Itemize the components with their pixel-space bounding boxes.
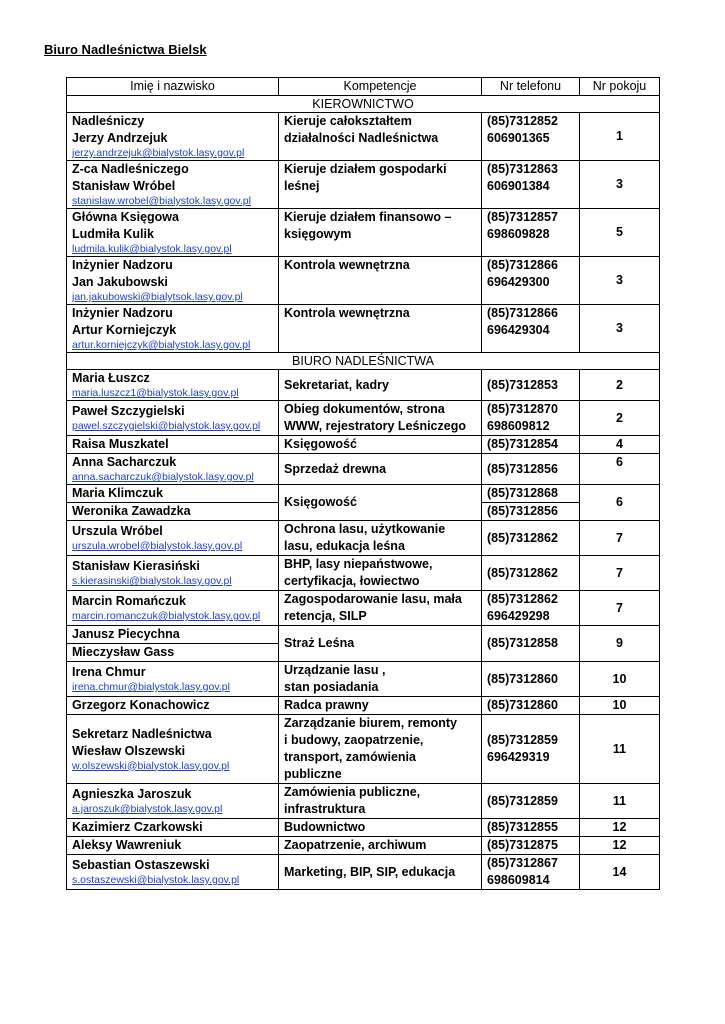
name-cell [67, 837, 279, 855]
competences-cell [279, 401, 482, 436]
header-row [67, 78, 660, 96]
competence-line: retencja, SILP [284, 609, 367, 623]
table-row [67, 436, 660, 454]
table-row [67, 591, 660, 626]
phone-cell [482, 715, 580, 784]
competence-line: Kontrola wewnętrzna [284, 306, 410, 320]
name-cell [67, 161, 279, 209]
room-cell: 7 [580, 556, 660, 591]
phone-number: 696429304 [487, 323, 550, 337]
room-cell: 3 [580, 305, 660, 353]
name-cell [67, 855, 279, 890]
table-row [67, 485, 660, 503]
phone-number: (85)7312862 [487, 530, 558, 545]
table-row [67, 113, 660, 161]
email-link[interactable]: ludmila.kulik@bialystok.lasy.gov.pl [72, 243, 232, 255]
room-cell: 9 [580, 626, 660, 662]
room-cell: 11 [580, 715, 660, 784]
header-competences: Kompetencje [279, 78, 482, 96]
person-line: Weronika Zawadzka [72, 504, 191, 518]
competence-line: WWW, rejestratory Leśniczego [284, 419, 466, 433]
name-cell [67, 454, 279, 485]
competence-line: i budowy, zaopatrzenie, [284, 733, 424, 747]
phone-number: (85)7312854 [487, 437, 558, 451]
phone-number: (85)7312875 [487, 838, 558, 852]
table-row [67, 257, 660, 305]
person-line: Wiesław Olszewski [72, 743, 186, 758]
person-line: Kazimierz Czarkowski [72, 820, 203, 834]
table-row [67, 819, 660, 837]
person-line: Marcin Romańczuk [72, 594, 186, 608]
competence-line: Budownictwo [284, 820, 366, 834]
phone-cell [482, 454, 580, 485]
name-cell [67, 644, 279, 662]
name-cell [67, 503, 279, 521]
phone-cell [482, 485, 580, 503]
competences-cell [279, 855, 482, 890]
phone-number: 696429300 [487, 275, 550, 289]
competence-line: publiczne [284, 767, 342, 781]
name-cell [67, 819, 279, 837]
table-row [67, 855, 660, 890]
table-row [67, 161, 660, 209]
phone-cell [482, 556, 580, 591]
competences-cell [279, 113, 482, 161]
person-line: Jerzy Andrzejuk [72, 131, 168, 145]
person-line: Ludmiła Kulik [72, 227, 154, 241]
phone-cell [482, 626, 580, 662]
email-link[interactable]: s.kierasinski@bialystok.lasy.gov.pl [72, 575, 232, 587]
room-cell: 12 [580, 837, 660, 855]
phone-number: (85)7312857 [487, 210, 558, 224]
competence-line: Kieruje działem finansowo – [284, 210, 452, 224]
person-line: Urszula Wróbel [72, 524, 163, 538]
document-title: Biuro Nadleśnictwa Bielsk [44, 42, 207, 57]
phone-cell [482, 113, 580, 161]
name-cell [67, 113, 279, 161]
room-cell: 2 [580, 370, 660, 401]
competences-cell [279, 662, 482, 697]
competence-line: Kontrola wewnętrzna [284, 258, 410, 272]
competence-line: Urządzanie lasu , [284, 663, 386, 677]
room-cell: 6 [580, 485, 660, 521]
competences-cell [279, 556, 482, 591]
competence-line: leśnej [284, 179, 320, 193]
person-line: Grzegorz Konachowicz [72, 698, 210, 712]
table-body [67, 96, 660, 890]
table-row [67, 454, 660, 485]
competence-line: Ochrona lasu, użytkowanie [284, 522, 446, 536]
person-line: Inżynier Nadzoru [72, 258, 173, 272]
competences-cell [279, 697, 482, 715]
table-row [67, 305, 660, 353]
person-line: Sekretarz Nadleśnictwa [72, 726, 212, 741]
person-line: Stanisław Wróbel [72, 179, 176, 193]
table-row [67, 209, 660, 257]
room-cell: 7 [580, 521, 660, 556]
name-cell [67, 591, 279, 626]
name-cell [67, 697, 279, 715]
phone-number: (85)7312863 [487, 162, 558, 176]
room-cell: 7 [580, 591, 660, 626]
email-link[interactable]: anna.sacharczuk@bialystok.lasy.gov.pl [72, 471, 254, 483]
phone-number: (85)7312860 [487, 698, 558, 712]
phone-cell [482, 662, 580, 697]
person-line: Artur Korniejczyk [72, 323, 177, 337]
email-link[interactable]: pawel.szczygielski@bialystok.lasy.gov.pl [72, 420, 261, 432]
competences-cell [279, 784, 482, 819]
room-cell: 14 [580, 855, 660, 890]
competence-line: Zarządzanie biurem, remonty [284, 716, 457, 730]
person-line: Stanisław Kierasiński [72, 559, 200, 573]
person-line: Główna Księgowa [72, 210, 179, 224]
competence-line: Sekretariat, kadry [284, 377, 389, 392]
email-link[interactable]: marcin.romanczuk@bialystok.lasy.gov.pl [72, 610, 261, 622]
phone-number: (85)7312862 [487, 592, 558, 606]
person-line: Maria Klimczuk [72, 486, 164, 500]
phone-number: (85)7312866 [487, 258, 558, 272]
phone-cell [482, 401, 580, 436]
staff-table [66, 77, 660, 890]
name-cell [67, 401, 279, 436]
phone-number: (85)7312870 [487, 402, 558, 416]
competence-line: Sprzedaż drewna [284, 461, 387, 476]
table-row [67, 626, 660, 644]
name-cell [67, 257, 279, 305]
phone-number: (85)7312856 [487, 504, 558, 518]
competences-cell [279, 591, 482, 626]
room-cell: 12 [580, 819, 660, 837]
room-cell: 2 [580, 401, 660, 436]
phone-cell [482, 591, 580, 626]
phone-cell [482, 436, 580, 454]
name-cell [67, 305, 279, 353]
table-row [67, 401, 660, 436]
competences-cell [279, 626, 482, 662]
competence-line: Radca prawny [284, 698, 369, 712]
email-link[interactable]: jerzy.andrzejuk@bialystok.lasy.gov.pl [72, 147, 245, 159]
room-cell: 3 [580, 257, 660, 305]
phone-number: 698609828 [487, 227, 550, 241]
email-link[interactable]: a.jaroszuk@bialystok.lasy.gov.pl [72, 803, 223, 815]
email-link[interactable]: urszula.wrobel@bialystok.lasy.gov.pl [72, 540, 243, 552]
person-line: Sebastian Ostaszewski [72, 858, 210, 872]
name-cell [67, 370, 279, 401]
header-room: Nr pokoju [580, 78, 660, 96]
phone-cell [482, 784, 580, 819]
person-line: Aleksy Wawreniuk [72, 838, 182, 852]
person-line: Maria Łuszcz [72, 371, 150, 385]
name-cell [67, 662, 279, 697]
phone-cell [482, 819, 580, 837]
person-line: Inżynier Nadzoru [72, 306, 173, 320]
competences-cell [279, 161, 482, 209]
phone-number: (85)7312859 [487, 733, 558, 747]
phone-number: (85)7312868 [487, 486, 558, 500]
phone-cell [482, 209, 580, 257]
competences-cell [279, 454, 482, 485]
name-cell [67, 784, 279, 819]
phone-number: (85)7312853 [487, 377, 558, 392]
header-phone: Nr telefonu [482, 78, 580, 96]
phone-cell [482, 503, 580, 521]
competence-line: transport, zamówienia [284, 750, 416, 764]
phone-number: (85)7312860 [487, 671, 558, 686]
phone-number: 606901384 [487, 179, 550, 193]
phone-cell [482, 161, 580, 209]
name-cell [67, 485, 279, 503]
table-row [67, 370, 660, 401]
table-row [67, 697, 660, 715]
phone-cell [482, 521, 580, 556]
person-line: Nadleśniczy [72, 114, 145, 128]
email-link[interactable]: s.ostaszewski@bialystok.lasy.gov.pl [72, 874, 240, 886]
section-title: BIURO NADLEŚNICTWA [67, 353, 660, 370]
phone-number: (85)7312859 [487, 793, 558, 808]
competence-line: infrastruktura [284, 802, 366, 816]
email-link[interactable]: maria.luszcz1@bialystok.lasy.gov.pl [72, 387, 239, 399]
table-row [67, 662, 660, 697]
phone-number: (85)7312852 [487, 114, 558, 128]
competence-line: Zamówienia publiczne, [284, 785, 421, 799]
phone-number: (85)7312856 [487, 461, 558, 476]
name-cell [67, 521, 279, 556]
room-cell: 3 [580, 161, 660, 209]
phone-number: 698609812 [487, 419, 550, 433]
person-line: Jan Jakubowski [72, 275, 168, 289]
competences-cell [279, 837, 482, 855]
phone-number: (85)7312855 [487, 820, 558, 834]
table-row [67, 715, 660, 784]
phone-cell [482, 305, 580, 353]
competence-line: Kieruje całokształtem [284, 114, 412, 128]
person-line: Mieczysław Gass [72, 645, 175, 659]
competence-line: działalności Nadleśnictwa [284, 131, 439, 145]
competence-line: certyfikacja, łowiectwo [284, 574, 420, 588]
competences-cell [279, 819, 482, 837]
room-cell: 10 [580, 697, 660, 715]
phone-number: (85)7312867 [487, 856, 558, 870]
name-cell [67, 715, 279, 784]
email-link[interactable]: w.olszewski@bialystok.lasy.gov.pl [72, 759, 230, 772]
email-link[interactable]: artur.korniejczyk@bialystok.lasy.gov.pl [72, 339, 251, 351]
section-row [67, 353, 660, 370]
competence-line: lasu, edukacja leśna [284, 539, 405, 553]
room-cell: 4 [580, 436, 660, 454]
person-line: Agnieszka Jaroszuk [72, 787, 192, 801]
name-cell [67, 626, 279, 644]
section-row [67, 96, 660, 113]
competence-line: Obieg dokumentów, strona [284, 402, 445, 416]
section-title: KIEROWNICTWO [67, 96, 660, 113]
competences-cell [279, 715, 482, 784]
person-line: Raisa Muszkatel [72, 437, 169, 451]
phone-cell [482, 370, 580, 401]
competences-cell [279, 485, 482, 521]
competence-line: Zaopatrzenie, archiwum [284, 838, 427, 852]
email-link[interactable]: jan.jakubowski@bialytsok.lasy.gov.pl [72, 291, 243, 303]
person-line: Anna Sacharczuk [72, 455, 177, 469]
phone-number: (85)7312858 [487, 636, 558, 650]
table-row [67, 784, 660, 819]
competence-line: Księgowość [284, 437, 357, 451]
phone-number: 698609814 [487, 873, 550, 887]
competence-line: księgowym [284, 227, 352, 241]
competence-line: Kieruje działem gospodarki [284, 162, 447, 176]
name-cell [67, 556, 279, 591]
competence-line: Zagospodarowanie lasu, mała [284, 592, 462, 606]
competences-cell [279, 521, 482, 556]
competences-cell [279, 209, 482, 257]
email-link[interactable]: stanislaw.wrobel@bialystok.lasy.gov.pl [72, 195, 251, 207]
phone-cell [482, 697, 580, 715]
table-row [67, 556, 660, 591]
phone-cell [482, 855, 580, 890]
phone-number: (85)7312862 [487, 565, 558, 580]
phone-number: 696429298 [487, 609, 550, 623]
person-line: Janusz Piecychna [72, 627, 180, 641]
room-cell: 5 [580, 209, 660, 257]
name-cell [67, 209, 279, 257]
room-cell: 10 [580, 662, 660, 697]
header-name: Imię i nazwisko [67, 78, 279, 96]
person-line: Irena Chmur [72, 665, 146, 679]
email-link[interactable]: irena.chmur@bialystok.lasy.gov.pl [72, 681, 230, 693]
competence-line: Straż Leśna [284, 636, 355, 650]
competences-cell [279, 257, 482, 305]
competence-line: stan posiadania [284, 680, 379, 694]
phone-number: 606901365 [487, 131, 550, 145]
competence-line: Marketing, BIP, SIP, edukacja [284, 864, 456, 879]
phone-cell [482, 837, 580, 855]
phone-number: (85)7312866 [487, 306, 558, 320]
phone-cell [482, 257, 580, 305]
competences-cell [279, 370, 482, 401]
table-row [67, 837, 660, 855]
room-cell: 6 [580, 454, 660, 485]
room-cell: 11 [580, 784, 660, 819]
competence-line: Księgowość [284, 495, 357, 509]
room-cell: 1 [580, 113, 660, 161]
name-cell [67, 436, 279, 454]
person-line: Paweł Szczygielski [72, 404, 185, 418]
table-row [67, 521, 660, 556]
competence-line: BHP, lasy niepaństwowe, [284, 557, 433, 571]
phone-number: 696429319 [487, 750, 550, 764]
competences-cell [279, 305, 482, 353]
person-line: Z-ca Nadleśniczego [72, 162, 189, 176]
competences-cell [279, 436, 482, 454]
